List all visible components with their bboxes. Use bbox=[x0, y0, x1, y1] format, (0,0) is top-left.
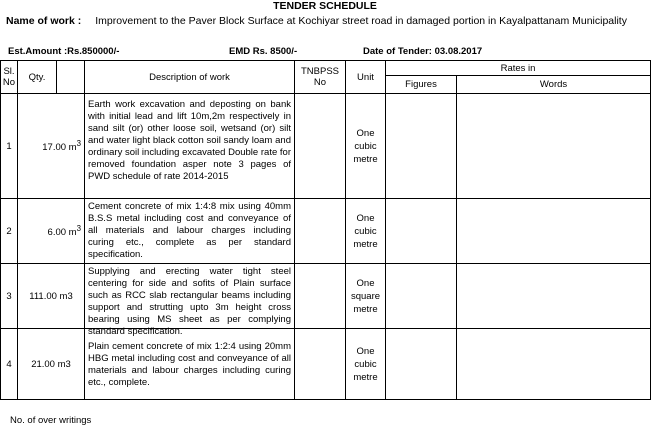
row-unit: One cubic metre bbox=[346, 329, 386, 400]
row-qty-value: 17.00 bbox=[42, 142, 67, 154]
row-figures bbox=[386, 264, 457, 329]
row-description: Earth work excavation and deposting on bank with initial lead and lift 10m,2m respectively in sand silt (or) other loose soil, wetsand (or) silt and water light black cotton soil sandy loam and ordinary soil including excavated Double rate for removed foundation asper note 3 pages of PWD schedule of rate 2014-2015 bbox=[85, 94, 295, 199]
header-blank bbox=[57, 61, 85, 94]
row-qty-unit: m bbox=[68, 227, 77, 239]
row-sl: 2 bbox=[1, 199, 18, 264]
row-qty-exponent: 3 bbox=[76, 223, 81, 233]
name-of-work-text: Improvement to the Paver Block Surface at Kochiyar street road in damaged portion in Kayalpattanam Municipality bbox=[95, 15, 627, 27]
over-writings-note: No. of over writings bbox=[10, 415, 92, 426]
row-qty-exponent: 3 bbox=[76, 138, 81, 148]
table-row bbox=[1, 264, 651, 329]
row-qty: 21.00 m3 bbox=[18, 329, 85, 400]
row-tnbpss bbox=[295, 329, 346, 400]
header-description: Description of work bbox=[85, 61, 295, 94]
table-row bbox=[1, 94, 651, 199]
row-qty-unit: m bbox=[68, 142, 77, 154]
header-rates-in: Rates in bbox=[386, 61, 651, 76]
row-sl: 1 bbox=[1, 94, 18, 199]
row-qty bbox=[18, 94, 85, 199]
row-words bbox=[457, 329, 651, 400]
header-tnbpss: TNBPSS No bbox=[295, 61, 346, 94]
row-sl: 3 bbox=[1, 264, 18, 329]
row-description-text: Supplying and erecting water tight steel centering for side and sofits of Plain surface such as RCC slab rectangular beams including support and strutting upto 3m height cross bearing using MS sheet as per complying standard specification. bbox=[88, 266, 291, 337]
name-of-work bbox=[6, 15, 627, 27]
row-qty: 111.00 m3 bbox=[18, 264, 85, 329]
name-of-work-label: Name of work : bbox=[6, 15, 82, 27]
table-row bbox=[1, 199, 651, 264]
document-title: TENDER SCHEDULE bbox=[273, 0, 377, 12]
row-words bbox=[457, 94, 651, 199]
header-row bbox=[1, 61, 651, 76]
row-description: Cement concrete of mix 1:4:8 mix using 40mm B.S.S metal including cost and conveyance of all materials and labour charges including curing etc., complete as per standard specification. bbox=[85, 199, 295, 264]
header-unit: Unit bbox=[346, 61, 386, 94]
row-words bbox=[457, 264, 651, 329]
row-tnbpss bbox=[295, 94, 346, 199]
header-sl-no: Sl. No bbox=[1, 61, 18, 94]
header-qty: Qty. bbox=[18, 61, 57, 94]
row-qty-value: 6.00 bbox=[47, 227, 67, 239]
row-qty bbox=[18, 199, 85, 264]
tender-date: Date of Tender: 03.08.2017 bbox=[363, 46, 483, 57]
row-words bbox=[457, 199, 651, 264]
row-unit: One cubic metre bbox=[346, 94, 386, 199]
table-row bbox=[1, 329, 651, 400]
row-unit: One square metre bbox=[346, 264, 386, 329]
row-tnbpss bbox=[295, 264, 346, 329]
row-description: Plain cement concrete of mix 1:2:4 using 20mm HBG metal including cost and conveyance of all materials and labour charges including curing etc., complete. bbox=[85, 329, 295, 400]
row-figures bbox=[386, 199, 457, 264]
estimated-amount: Est.Amount :Rs.850000/- bbox=[8, 46, 120, 57]
row-unit: One cubic metre bbox=[346, 199, 386, 264]
row-figures bbox=[386, 329, 457, 400]
emd-amount: EMD Rs. 8500/- bbox=[229, 46, 298, 57]
header-figures: Figures bbox=[386, 76, 457, 94]
tender-schedule-table bbox=[0, 60, 651, 400]
header-words: Words bbox=[457, 76, 651, 94]
row-tnbpss bbox=[295, 199, 346, 264]
row-sl: 4 bbox=[1, 329, 18, 400]
row-figures bbox=[386, 94, 457, 199]
row-description bbox=[85, 264, 295, 337]
